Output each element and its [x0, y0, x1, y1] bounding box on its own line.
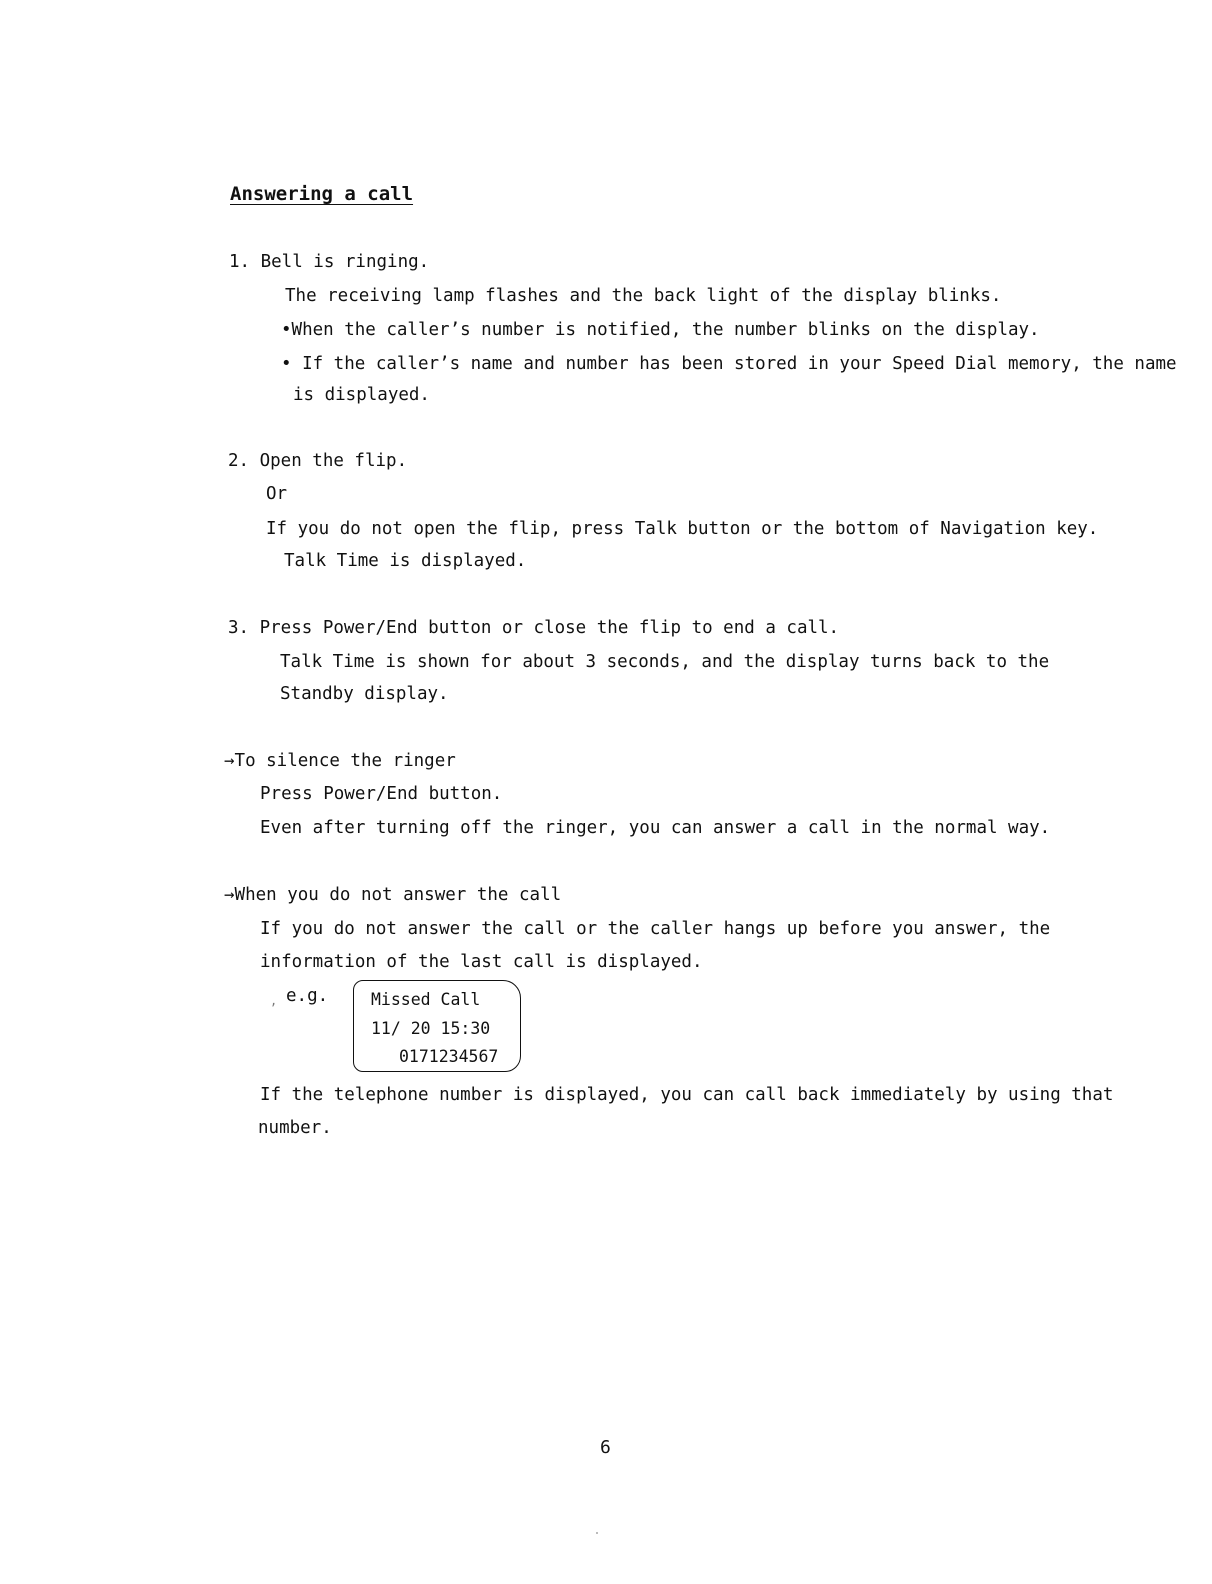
tip-silence-line-2: Even after turning off the ringer, you can answer a call in the normal way. — [260, 818, 1051, 838]
missed-call-display — [353, 980, 521, 1072]
tip-missed-line-2: information of the last call is displayed. — [260, 952, 703, 972]
display-line-2: 11/ 20 15:30 — [371, 1019, 491, 1038]
tip-missed-heading: →When you do not answer the call — [224, 885, 562, 905]
tip-silence-line-1: Press Power/End button. — [260, 784, 503, 804]
step-1-heading: 1. Bell is ringing. — [229, 252, 430, 272]
scan-speck — [596, 1532, 598, 1534]
step-2-line-1: Or — [266, 484, 288, 504]
callback-line-1: If the telephone number is displayed, you can call back immediately by using that — [260, 1085, 1114, 1105]
step-2-heading: 2. Open the flip. — [228, 451, 408, 471]
tip-silence-heading: →To silence the ringer — [224, 751, 456, 771]
step-2-line-2: If you do not open the flip, press Talk button or the bottom of Navigation key. — [266, 519, 1099, 539]
display-line-1: Missed Call — [371, 990, 481, 1009]
tip-missed-line-1: If you do not answer the call or the caller hangs up before you answer, the — [260, 919, 1051, 939]
step-1-line-3: • If the caller’s name and number has been stored in your Speed Dial memory, the name — [281, 354, 1177, 374]
step-1-line-2: •When the caller’s number is notified, the number blinks on the display. — [281, 320, 1040, 340]
step-3-line-2: Standby display. — [280, 684, 449, 704]
callback-line-2: number. — [258, 1118, 332, 1138]
step-2-line-3: Talk Time is displayed. — [284, 551, 527, 571]
example-label: e.g. — [286, 986, 329, 1006]
step-1-line-1: The receiving lamp flashes and the back light of the display blinks. — [285, 286, 1002, 306]
page-number: 6 — [600, 1437, 611, 1458]
page-title: Answering a call — [230, 183, 414, 205]
example-tick-mark: , — [270, 994, 278, 1008]
display-line-3: 0171234567 — [399, 1047, 499, 1066]
step-3-line-1: Talk Time is shown for about 3 seconds, and the display turns back to the — [280, 652, 1050, 672]
step-1-line-4: is displayed. — [293, 385, 430, 405]
step-3-heading: 3. Press Power/End button or close the flip to end a call. — [228, 618, 840, 638]
